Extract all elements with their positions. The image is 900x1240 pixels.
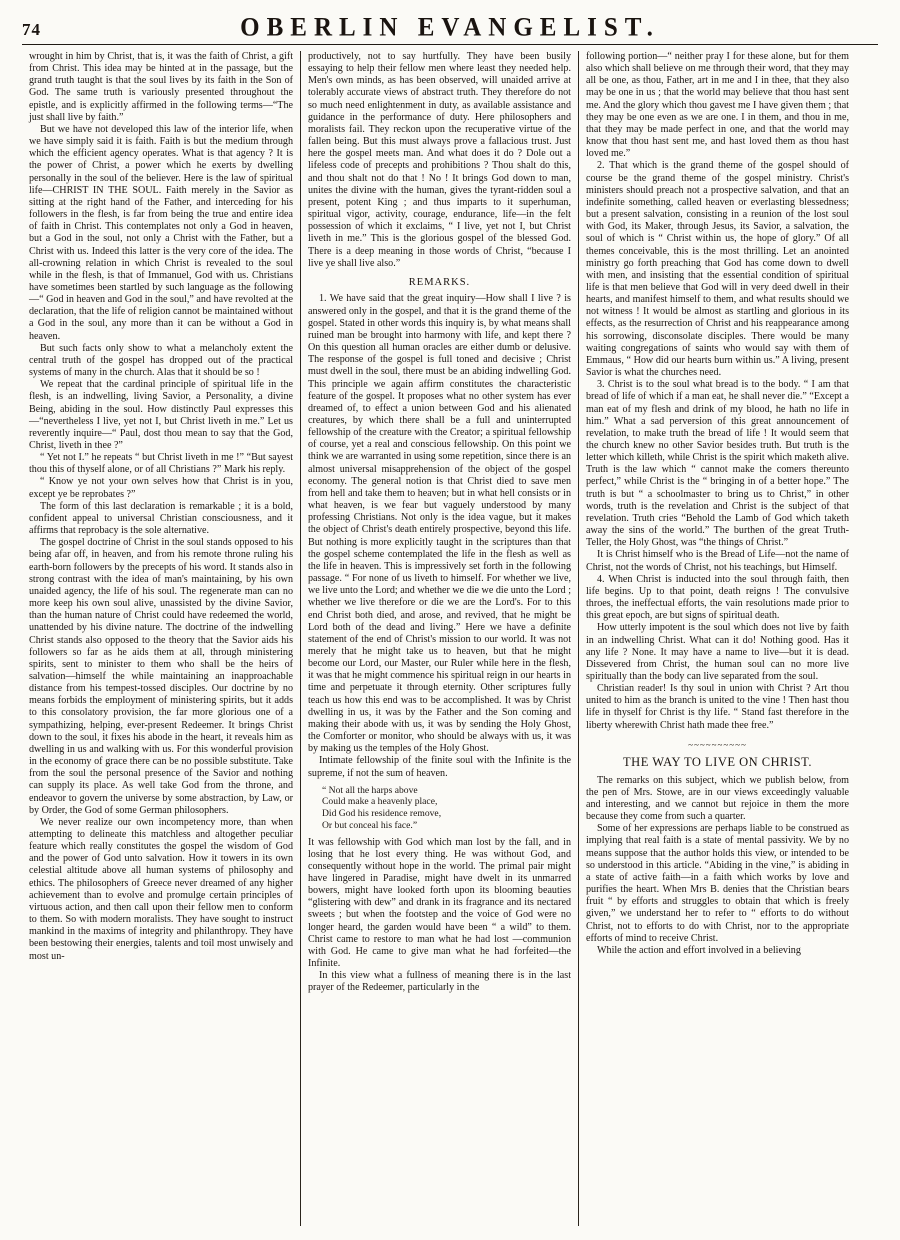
- section-ornament: ~~~~~~~~~~: [688, 739, 747, 750]
- section-heading-remarks: REMARKS.: [408, 276, 471, 288]
- verse-block: [308, 785, 571, 832]
- paragraph: The gospel doctrine of Christ in the soul stands opposed to his being afar off, in heaven, and from his remote throne ruling his earth-born followers by the precepts of his word. It stands also in strong contrast with the idea of man's maintaining, by his own unaided agency, the life of his soul. The regenerate man can no more keep his own soul alive, unassisted by the divine Savior, than the human nature of Christ could have redeemed the world, unattended by his divine nature. The doctrine of the indwelling Christ stands also opposed to the theory that the Savior aids his followers so far as he aids them at all, through ministering spirits, sent to minister to them who shall be the heirs of salvation—himself the while maintaining an inapproachable distance from his tempest-tossed disciples. Our doctrine by no means forbids the employment of ministering spirits, but it adds to this consolatory provision, the far more glorious one of a sympathizing, helping, ever-present Redeemer. It brings Christ down to the soul, it fixes his abode in the heart, it reveals him as dwelling in us and walking with us. For this wonderful provision in the economy of grace there can be no possible substitute. Take from the soul the personal presence of the Savior and nothing can supply its place. As well take God from the throne, and endeavor to govern the universe by some abstraction, by Law, or by Order, the God of some German philosophers.: [29, 537, 293, 816]
- article-title: THE WAY TO LIVE ON CHRIST.: [623, 754, 812, 769]
- paragraph: We never realize our own incompetency more, than when attempting to delineate this matchless and altogether peculiar feature which really constitutes the gospel the wisdom of God and the power of God unto salvation. How it towers in its own celestial altitude above all human systems of philosophy and ethics. The philosophers of Greece never dreamed of any higher achievement than to evolve and promulge certain principles of virtuous action, and then call upon their fellow men to conform to them. So with modern moralists. They have sought to instruct mankind in the maxims of integrity and philanthropy. They have been bestowing their energies, talents and toil most unwisely and most un-: [29, 816, 293, 962]
- paragraph: In this view what a fullness of meaning there is in the last prayer of the Redeemer, particularly in the: [308, 970, 571, 994]
- verse-line: Could make a heavenly place,: [322, 796, 438, 808]
- paragraph: The form of this last declaration is remarkable ; it is a bold, confident appeal to universal Christian consciousness, and it affirms that reprobacy is the sole alternative.: [29, 500, 293, 537]
- paragraph: Intimate fellowship of the finite soul with the Infinite is the supreme, if not the sum of heaven.: [308, 755, 571, 779]
- paragraph: 3. Christ is to the soul what bread is to the body. “ I am that bread of life of which if a man eat, he shall never die.” “Except a man eat of my flesh and drink of my blood, he hath no life in him.” What a sad perversion of this great announcement of revelation, to make truth the bread of life ! It would seem that the church knew no other Savior besides truth. But truth is the letter which killeth, while Christ is the spirit which maketh alive. Truth is the law which “ cannot make the comers thereunto perfect,” while Christ is the “ bringing in of a better hope.” The truth is but “ a schoolmaster to bring us to Christ,” in other words, truth is the revelation and Christ is the subject of that revelation. Truth cries “Behold the Lamb of God which taketh away the sins of the world.” The burthen of the great Truth-Teller, the Holy Ghost, was “the things of Christ.”: [586, 379, 849, 549]
- masthead: [22, 14, 878, 45]
- publication-title: OBERLIN EVANGELIST.: [240, 13, 660, 42]
- column-left: [22, 51, 300, 1226]
- paragraph: The remarks on this subject, which we publish below, from the pen of Mrs. Stowe, are in our views exceedingly valuable and interesting, and we cannot but rejoice in them the more because they come from such a quarter.: [586, 774, 849, 823]
- paragraph: We repeat that the cardinal principle of spiritual life in the flesh, is an indwelling, living Savior, a Personality, a divine Being, abiding in the soul. How distinctly Paul expresses this—“nevertheless I live, yet not I, but Christ liveth in me.” Let us reverently inquire—“ Paul, dost thou mean to say that the God, Christ, liveth in thee ?”: [29, 379, 293, 451]
- verse-line: “ Not all the harps above: [322, 784, 418, 796]
- paragraph: productively, not to say hurtfully. They have been busily essaying to help their fellow men where least they needed help. Men's own minds, as has been observed, will unaided arrive at tolerably accurate views of abstract truth. They therefore do not so much need enlightenment in duty, as available assistance and guidance in the performance of duty. Here philosophers and moralists fail. They reckon upon the recuperative virtue of the fallen being. But this must always prove a fallacious trust. Just here the gospel meets man. And what does it do ? Dole out a lifeless code of precepts and prohibitions ? Thou shalt do this, and thou shalt not do that ! No ! It brings God down to man, unites the divine with the human, gives the tyrant-ridden soul a present, potent King ; and thus imparts to it superhuman, spiritual vigor, activity, courage, endurance, life—in the felt possession of which it exclaims, “ I live, yet not I, but Christ liveth in me.” This is the glorious gospel of the blessed God. There is a deep meaning in those words of Christ, “because I live ye shall live also.”: [308, 51, 571, 269]
- paragraph: “ Know ye not your own selves how that Christ is in you, except ye be reprobates ?”: [29, 476, 293, 500]
- paragraph: 4. When Christ is inducted into the soul through faith, then life begins. Up to that point, death reigns ! The convulsive throes, the ineffectual efforts, the vain resolutions made prior to this great epoch, are but signs of spiritual death.: [586, 573, 849, 622]
- paragraph: How utterly impotent is the soul which does not live by faith in an indwelling Christ. What can it do! Nothing good. Has it any life ? None. It may have a name to live—but it is dead. Dissevered from Christ, the human soul can no more live spiritually than the body can live separated from the soul.: [586, 622, 849, 682]
- paragraph: “ Yet not I.” he repeats “ but Christ liveth in me !” “But sayest thou this of thyself alone, or of all Christians ?” Mark his reply.: [29, 452, 293, 476]
- paragraph: But we have not developed this law of the interior life, when we have simply said it is faith. Faith is but the medium through which the efficient agency operates. What is that agency ? It is the power of Christ, a power which he exerts by dwelling personally in the soul of the believer. Here is the law of spiritual life—CHRIST IN THE SOUL. Faith merely in the Savior as sitting at the right hand of the Father, and interceding for his followers in the flesh, is far from being the true and entire idea of faith in Christ. This contemplates not only a God in heaven, but a God in the soul, not only a Christ with the Father, but a Christ with us. Indeed this latter is the very core of the idea. The all-crowning relation in which Christ is revealed to the soul while in the flesh, is that of Immanuel, God with us. Christians have sometimes been startled by such language as the following—“ God in heaven and God in the soul,” and have revolted at the declaration, that the life of religion cannot be maintained without a God in the soul, any more than it can be without a God in heaven.: [29, 123, 293, 342]
- paragraph: wrought in him by Christ, that is, it was the faith of Christ, a gift from Christ. This idea may be hinted at in the passage, but the grand truth taught is that the soul lives by its faith in the Son of God. The same truth is variously presented throughout the epistle, and is explicitly affirmed in the following terms—“The just shall live by faith.”: [29, 51, 293, 123]
- paragraph: 2. That which is the grand theme of the gospel should of course be the grand theme of the gospel ministry. Christ's ministers should preach not a prospective salvation, and that an indefinite something, called heaven or everlasting blessedness; but a present salvation, consisting in a reunion of the lost soul with God, its Maker, through Jesus, its Savior, a salvation, the soul of which is “ Christ within us, the hope of glory.” Of all themes conceivable, this is the most thrilling. Let an anointed ministry go forth preaching that God has come down to dwell with men, and insisting that the essential condition of spiritual life is that men believe that God will in very deed dwell in their hearts, and manifest himself to them, and what results should we not witness ! It would be almost as startling and glorious in its effects, as the resurrection of Christ and his reappearance among his sorrowing, disconsolate disciples. There would be many waiting congregations of saints who would say with them of Emmaus, “ How did our hearts burn within us.” A living, present Savior is what the churches need.: [586, 160, 849, 379]
- paragraph: Christian reader! Is thy soul in union with Christ ? Art thou united to him as the branch is united to the vine ! Then hast thou life in thyself for Christ is thy life. “ Stand fast therefore in the liberty wherewith Christ hath made thee free.”: [586, 683, 849, 731]
- column-middle: [300, 51, 578, 1226]
- paragraph: It was fellowship with God which man lost by the fall, and in losing that he lost every thing. He was without God, and consequently without hope in the world. The primal pair might have lingered in Paradise, might have dwelt in its unmarred bowers, might have looked forth upon its blooming beauties “glistering with dew” and drank in its fragrance and its nectared sweets ; but when the footstep and the voice of God were no longer heard, the garden would have been “ a wild” to them. Christ came to restore to man what he had lost —communion with God. He came to give man what he had forfeited—the Infinite.: [308, 836, 571, 970]
- paragraph: following portion—“ neither pray I for these alone, but for them also which shall believe on me through their word, that they may all be one, as thou, Father, art in me and I in thee, that they also may be one in us ; that the world may believe that thou hast sent me. And the glory which thou gavest me I have given them ; that they may be one even as we are one. I in them, and thou in me, that they may be made perfect in one, and that the world may know that thou hast sent me, and hast loved them as thou hast loved me.”: [586, 51, 849, 160]
- paragraph: It is Christ himself who is the Bread of Life—not the name of Christ, not the words of Christ, not his teachings, but Himself.: [586, 549, 849, 573]
- page-folio-number: 74: [22, 20, 41, 39]
- column-container: [22, 51, 878, 1226]
- verse-line: Or but conceal his face.”: [322, 819, 418, 831]
- paragraph: 1. We have said that the great inquiry—How shall I live ? is answered only in the gospel, and that it is the grand theme of the gospel. Stated in other words this inquiry is, by what means shall ruined man be brought into harmony with life, and kept there ? On this question all human oracles are either dumb or delusive. The response of the gospel is full toned and decisive ; Christ must dwell in the soul, there must be an abiding indwelling God. This principle we again affirm constitutes the characteristic feature of the gospel. It proposes what no other system has ever dreamed of, to effect a union between God and his alienated creatures, by which there shall be a full and uninterrupted fellowship of the creature with the Creator; a spiritual fellowship of course, yet a real and conscious fellowship. On this point we think we are warranted in using some repetition, since there is an almost universal misapprehension of the object of the gospel economy. The general notion is that Christ died to save men from hell and take them to heaven; but in what hell consists or in what heaven, is we fear but vaguely understood by many professing Christians. Not only is the idea vague, but it makes the object of Christ's death entirely prospective, beyond this life. But nothing is more explicitly taught in the scriptures than that the gospel scheme contemplated the life in the flesh as well as the life in heaven. This is impressively set forth in the following passage. “ For none of us liveth to himself. For whether we live, we live unto the Lord; and whether we die we die unto the Lord ; whether we live therefore or die we are the Lord's. For to this end Christ both died, and arose, and revived, that he might be Lord both of the dead and living.” Here we have a definite statement of the end of Christ's mission to our world. It was not merely that he might take us to heaven, but that he might become our Lord, our Master, our Ruler while here in the flesh, it was that he might commence his spiritual reign in our hearts in time and perpetuate it through eternity. Other scriptures fully teach us how this end was to be accomplished. It was by Christ dwelling in us, it was by the Father and the Son coming and making their abode with us, it was by sending the Holy Ghost, the Comforter or monitor, who should be always with us, it was by making us the temples of the Holy Ghost.: [308, 293, 571, 755]
- column-right: [578, 51, 856, 1226]
- verse-line: Did God his residence remove,: [322, 808, 442, 820]
- paragraph: But such facts only show to what a melancholy extent the central truth of the gospel has dropped out of the practical systems of many in the church. Alas that it should be so !: [29, 342, 293, 379]
- paragraph: Some of her expressions are perhaps liable to be construed as implying that real faith is a state of mental passivity. We by no means suppose that the author holds this view, or intended to be so understood in this article. “Abiding in the vine,” is abiding in a state of active faith—in a faith which works by love and purifies the heart. When Mrs B. denies that the Christian bears fruit “ by efforts and struggles to obtain that which is freely given,” we understand her to refer to “ efforts to do without Christ, not to efforts to do with Christ, nor to the appropriate efforts of mind to receive Christ.: [586, 823, 849, 944]
- paragraph: While the action and effort involved in a believing: [597, 944, 801, 956]
